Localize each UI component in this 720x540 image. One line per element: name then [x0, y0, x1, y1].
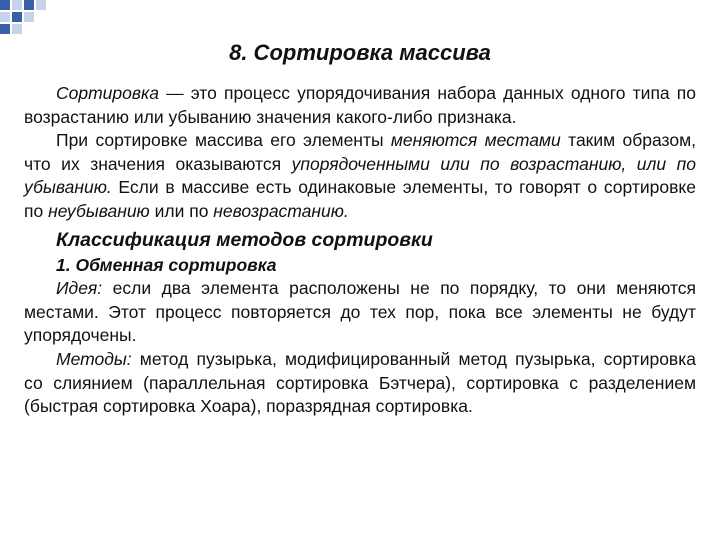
definition-paragraph	[24, 82, 696, 129]
definition-text: — это процесс упорядочивания набора данных одного типа по возрастанию или убыванию значения какого-либо признака.	[24, 83, 696, 127]
slide-body	[24, 82, 696, 419]
decor-square	[12, 12, 22, 22]
idea-label: Идея:	[56, 278, 103, 299]
decor-square	[0, 24, 10, 34]
decor-square	[24, 0, 34, 10]
decor-square	[0, 0, 10, 10]
decor-square	[12, 0, 22, 10]
text-run: таким образом, что их значения оказываются	[24, 130, 696, 174]
methods-text: метод пузырька, модифицированный метод пузырька, сортировка со слиянием (параллельная сортировка Бэтчера), сортировка с разделением (быстрая сортировка Хоара), поразрядная сортировка.	[24, 348, 696, 417]
emphasis-run: упорядоченными или по возрастанию, или по убыванию.	[24, 153, 696, 198]
classification-heading: Классификация методов сортировки	[56, 228, 433, 251]
slide-title: 8. Сортировка массива	[229, 40, 491, 65]
idea-text: если два элемента расположены не по порядку, то они меняются местами. Этот процесс повторяется до тех пор, пока все элементы не будут упорядочены.	[24, 278, 696, 346]
methods-paragraph	[24, 348, 696, 419]
text-run: При сортировке массива его элементы	[56, 130, 391, 151]
decor-square	[12, 24, 22, 34]
sorting-description-paragraph	[24, 129, 696, 223]
idea-paragraph	[24, 277, 696, 348]
methods-label: Методы:	[56, 348, 132, 369]
decor-square	[24, 12, 34, 22]
exchange-sort-heading: 1. Обменная сортировка	[56, 254, 277, 275]
corner-decoration	[0, 0, 60, 44]
emphasis-run: меняются местами	[390, 130, 561, 151]
definition-term: Сортировка	[56, 83, 160, 103]
text-run: Если в массиве есть одинаковые элементы, то говорят о сортировке по	[24, 177, 696, 221]
decor-square	[36, 0, 46, 10]
emphasis-run: неубыванию	[48, 200, 150, 221]
decor-square	[0, 12, 10, 22]
text-run: или по	[149, 200, 214, 221]
emphasis-run: невозрастанию.	[213, 200, 349, 221]
